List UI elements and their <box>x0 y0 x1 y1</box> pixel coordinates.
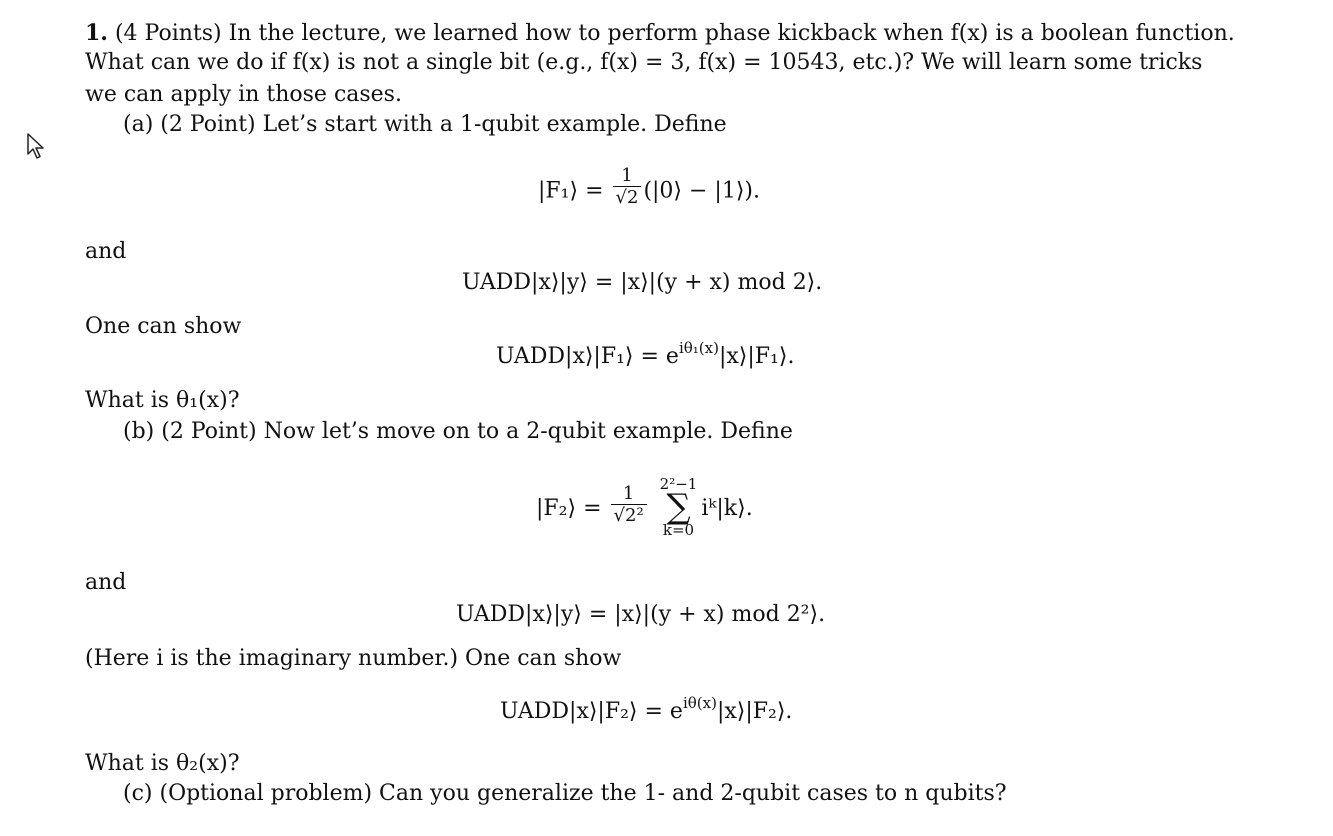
problem-intro-line-1 <box>85 18 1235 49</box>
part-a-eq1-fraction <box>613 166 642 209</box>
part-b-sum-lower: k=0 <box>662 521 695 539</box>
part-b-heading: (b) (2 Point) Now let’s move on to a 2-qubit example. Define <box>123 419 793 444</box>
part-b-eq1-denominator: √2² <box>613 504 644 526</box>
part-b-question: What is θ₂(x)? <box>85 751 240 776</box>
part-a-equation-f1 <box>538 165 761 213</box>
intro-text-1: (4 Points) In the lecture, we learned how to perform phase kickback when f(x) is a boolean function. <box>114 21 1235 46</box>
problem-intro-line-2: What can we do if f(x) is not a single bit (e.g., f(x) = 3, f(x) = 10543, etc.)? We will learn some tricks <box>85 50 1203 75</box>
part-a-eq1-rhs: (|0⟩ − |1⟩). <box>643 178 761 204</box>
part-a-eq1-denominator: √2 <box>615 187 639 208</box>
part-a-eq1-numerator: 1 <box>613 166 642 187</box>
part-b-summation <box>660 476 698 538</box>
sigma-symbol: ∑ <box>666 487 691 527</box>
part-a-eq3-lhs: UADD|x⟩|F₁⟩ = e <box>496 344 679 369</box>
part-a-equation-phase <box>496 339 795 373</box>
mouse-pointer-icon <box>26 132 48 160</box>
problem-number: 1. <box>85 20 108 46</box>
part-b-sum-upper: 2²−1 <box>659 475 698 493</box>
part-a-and: and <box>85 239 127 264</box>
part-a-eq3-rhs: |x⟩|F₁⟩. <box>718 344 795 369</box>
part-b-eq1-rhs: iᵏ|k⟩. <box>701 496 753 521</box>
problem-intro-line-3: we can apply in those cases. <box>85 82 402 107</box>
part-b-eq1-lhs: |F₂⟩ = <box>536 496 602 521</box>
part-b-eq3-exponent: iθ(x) <box>682 694 717 712</box>
part-a-eq3-exponent: iθ₁(x) <box>678 339 719 357</box>
part-b-eq3-lhs: UADD|x⟩|F₂⟩ = e <box>500 699 683 724</box>
part-a-question: What is θ₁(x)? <box>85 388 240 413</box>
part-c-heading: (c) (Optional problem) Can you generalize the 1- and 2-qubit cases to n qubits? <box>123 781 1007 806</box>
part-b-equation-f2 <box>536 475 753 540</box>
part-a-one-can-show: One can show <box>85 314 242 339</box>
part-b-equation-phase <box>500 694 793 728</box>
part-a-eq1-lhs: |F₁⟩ = <box>538 178 604 204</box>
part-a-heading: (a) (2 Point) Let’s start with a 1-qubit example. Define <box>123 112 727 137</box>
part-b-equation-uadd: UADD|x⟩|y⟩ = |x⟩|(y + x) mod 2²⟩. <box>456 602 826 627</box>
part-b-note: (Here i is the imaginary number.) One can show <box>85 646 622 671</box>
part-a-equation-uadd: UADD|x⟩|y⟩ = |x⟩|(y + x) mod 2⟩. <box>462 270 823 295</box>
part-b-eq3-rhs: |x⟩|F₂⟩. <box>716 699 793 724</box>
part-b-eq1-fraction <box>611 484 647 527</box>
part-b-and: and <box>85 570 127 595</box>
part-b-eq1-numerator: 1 <box>611 484 647 505</box>
